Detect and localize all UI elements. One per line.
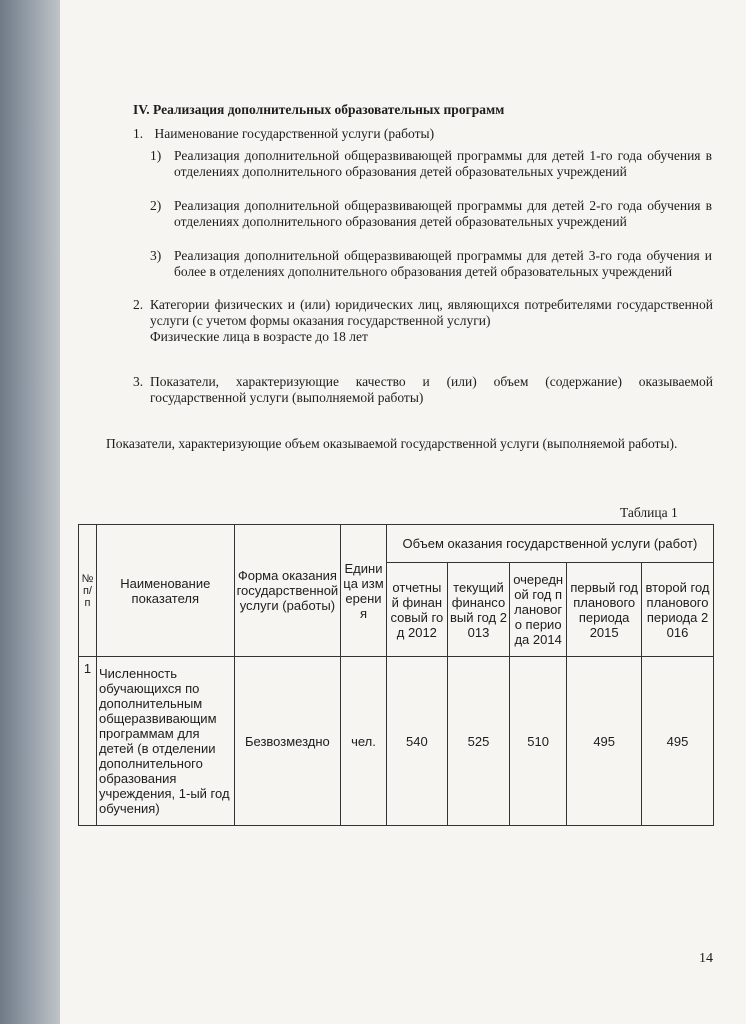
- row-form: Безвозмездно: [234, 657, 341, 826]
- header-unit: Единица измерения: [341, 525, 387, 657]
- indicators-table: [78, 524, 714, 826]
- subitem-number: 2): [150, 198, 162, 213]
- item2-number: 2.: [133, 297, 144, 312]
- volume-paragraph: Показатели, характеризующие объем оказываемой государственной услуги (выполняемой работы).: [106, 436, 678, 451]
- item1-line: [133, 126, 434, 142]
- row-value-2012: 540: [386, 657, 447, 826]
- row-value-2016: 495: [642, 657, 714, 826]
- row-unit: чел.: [341, 657, 387, 826]
- item1-title: Наименование государственной услуги (работы): [154, 126, 435, 141]
- item3: [133, 374, 713, 405]
- header-num: № п/п: [79, 525, 97, 657]
- item3-number: 3.: [133, 374, 144, 389]
- row-num: 1: [79, 657, 97, 826]
- item1-number: 1.: [133, 126, 144, 141]
- subitem-1: [150, 148, 712, 179]
- table-caption: Таблица 1: [620, 505, 678, 520]
- header-year-2013: текущий финансовый год 2013: [447, 563, 509, 657]
- header-year-2012: отчетный финансовый год 2012: [386, 563, 447, 657]
- row-value-2014: 510: [510, 657, 567, 826]
- item2-text: Категории физических и (или) юридических лиц, являющихся потребителями государственной услуги (с учетом формы оказания государственной услуги): [150, 297, 713, 328]
- subitem-text: Реализация дополнительной общеразвивающей программы для детей 1-го года обучения в отделениях дополнительного образования детей образовательных учреждений: [174, 148, 712, 179]
- header-year-2014: очередной год планового периода 2014: [510, 563, 567, 657]
- header-year-2015: первый год планового периода 2015: [567, 563, 642, 657]
- header-name: Наименование показателя: [96, 525, 234, 657]
- row-value-2013: 525: [447, 657, 509, 826]
- subitem-2: [150, 198, 712, 229]
- subitem-3: [150, 248, 712, 279]
- page-number: 14: [699, 951, 713, 966]
- section-title: IV. Реализация дополнительных образовательных программ: [133, 102, 505, 117]
- row-name: Численность обучающихся по дополнительным общеразвивающим программам для детей (в отделении дополнительного образования учреждения, 1-ый год обучения): [96, 657, 234, 826]
- subitem-number: 3): [150, 248, 162, 263]
- subitem-text: Реализация дополнительной общеразвивающей программы для детей 3-го года обучения и более в отделениях дополнительного образования детей образовательных учреждений: [174, 248, 712, 279]
- header-volume: Объем оказания государственной услуги (работ): [386, 525, 713, 563]
- item2: [133, 297, 713, 328]
- subitem-text: Реализация дополнительной общеразвивающей программы для детей 2-го года обучения в отделениях дополнительного образования детей образовательных учреждений: [174, 198, 712, 229]
- subitem-number: 1): [150, 148, 162, 163]
- item3-text: Показатели, характеризующие качество и (или) объем (содержание) оказываемой государственной услуги (выполняемой работы): [150, 374, 713, 405]
- table-row: [79, 657, 714, 826]
- row-value-2015: 495: [567, 657, 642, 826]
- header-year-2016: второй год планового периода 2016: [642, 563, 714, 657]
- item2-value: Физические лица в возрасте до 18 лет: [150, 329, 368, 344]
- header-form: Форма оказания государственной услуги (работы): [234, 525, 341, 657]
